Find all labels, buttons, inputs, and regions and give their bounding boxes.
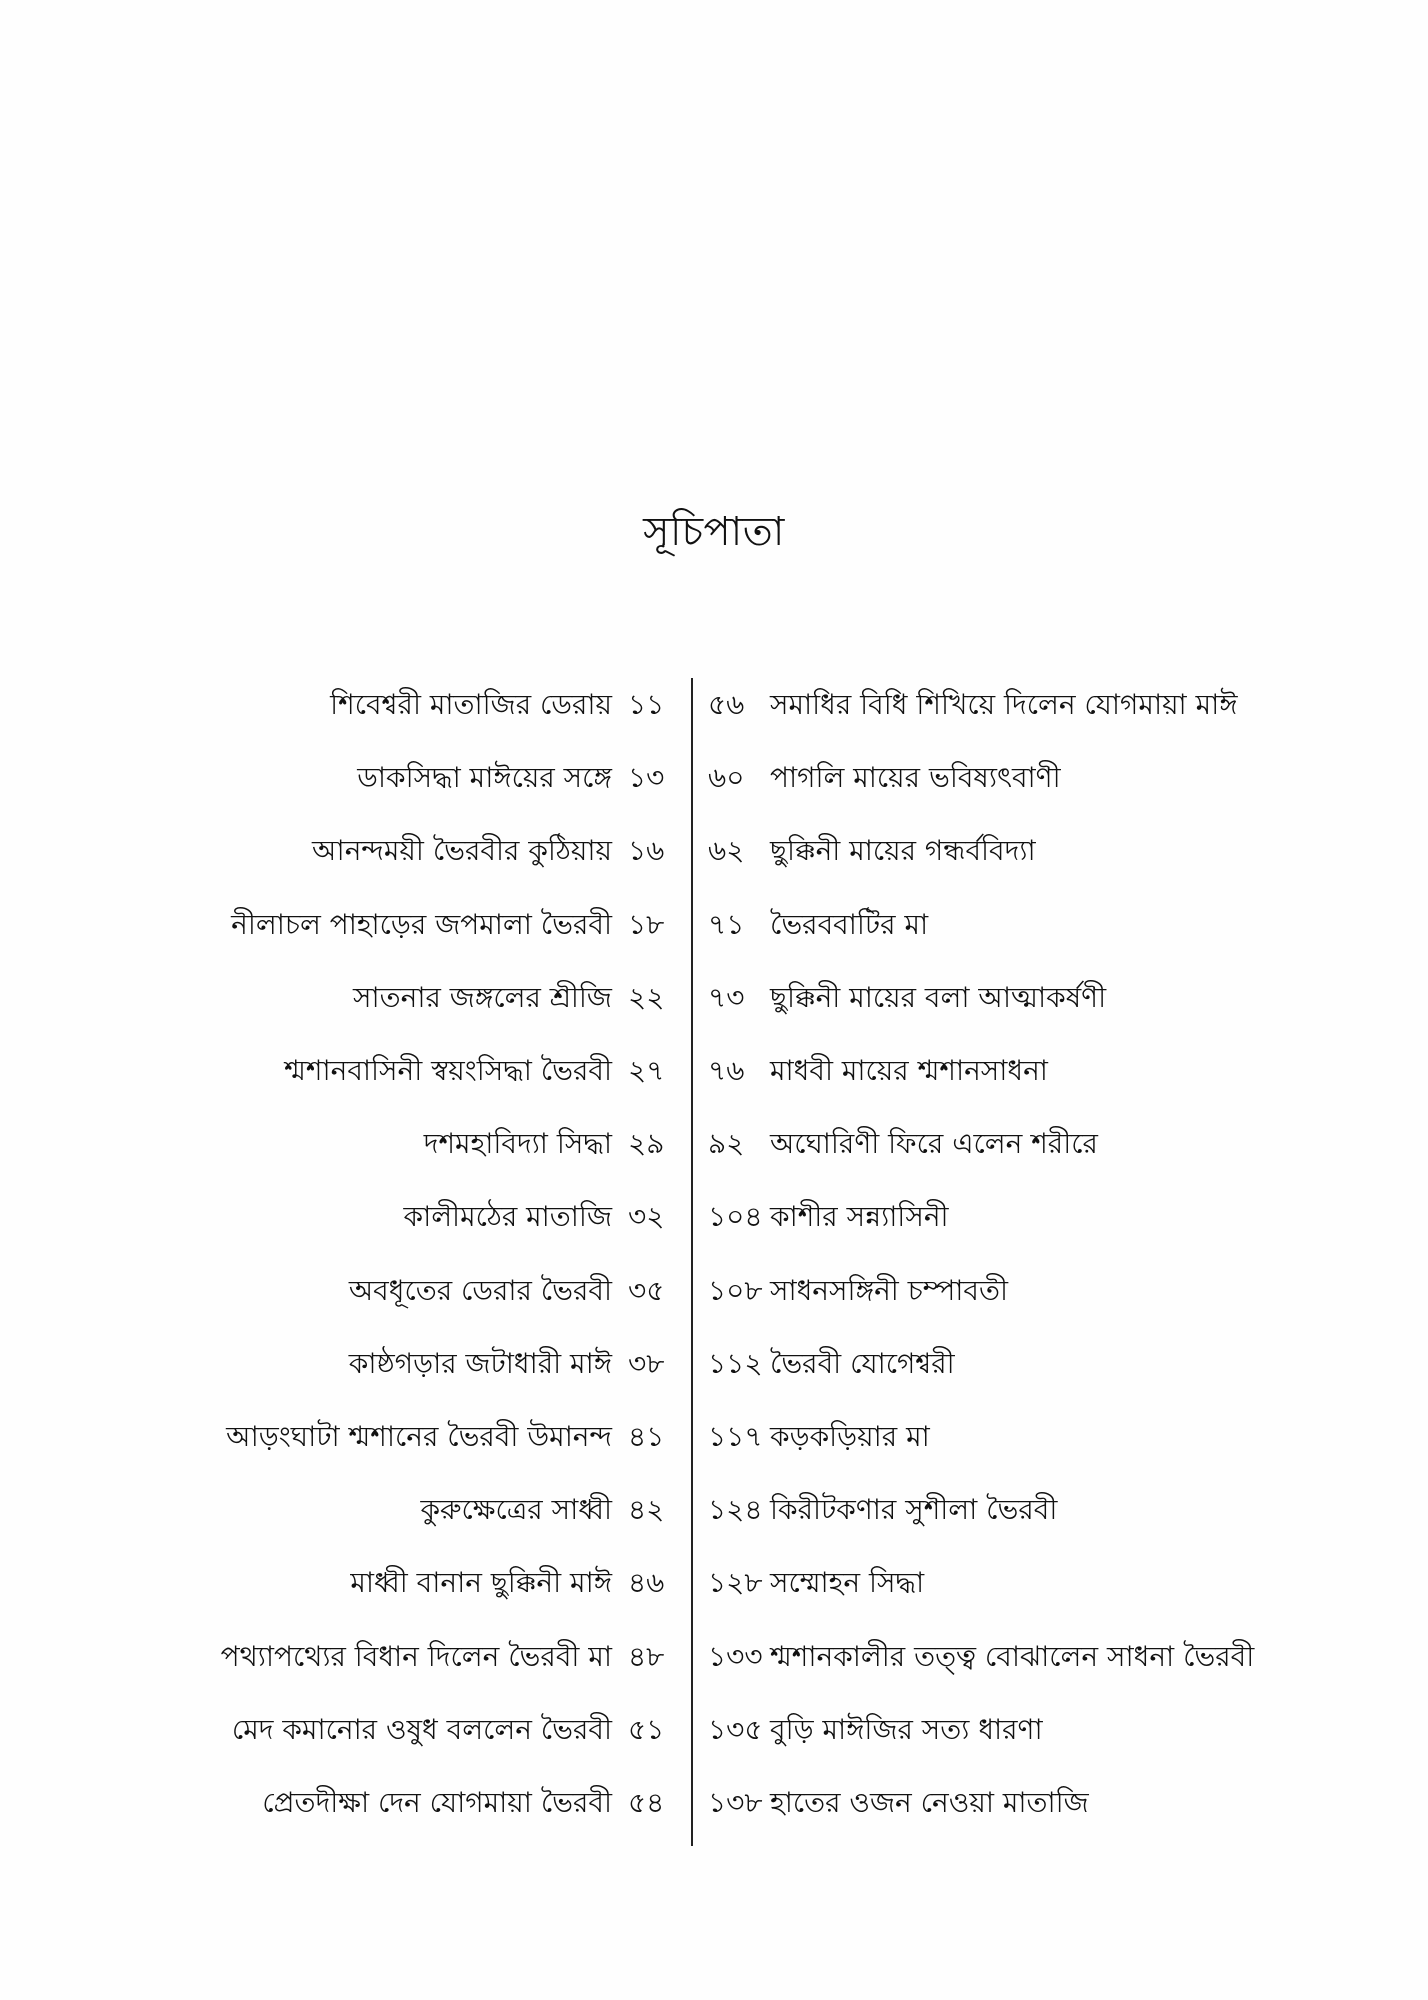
toc-entry-title: সম্মোহন সিদ্ধা	[770, 1566, 925, 1600]
toc-entry-page-number: ২২	[628, 980, 665, 1014]
toc-entry-title: সমাধির বিধি শিখিয়ে দিলেন যোগমায়া মাঈ	[770, 688, 1238, 721]
toc-entry-page-number: ৩২	[628, 1200, 665, 1234]
toc-entry-page-number: ৪১	[628, 1420, 665, 1453]
toc-entry-page-number: ৭৬	[708, 1054, 745, 1087]
page-title: সূচিপাতা	[643, 509, 785, 555]
toc-entry-title: ছুক্কিনী মায়ের বলা আত্মাকর্ষণী	[770, 980, 1107, 1014]
toc-row	[0, 1407, 1428, 1467]
toc-row	[0, 1553, 1428, 1613]
toc-entry-title: অবধূতের ডেরার ভৈরবী	[348, 1273, 612, 1307]
toc-row	[0, 1041, 1428, 1101]
toc-entry-title: সাতনার জঙ্গলের শ্রীজি	[353, 980, 612, 1014]
toc-entry-title: হাতের ওজন নেওয়া মাতাজি	[770, 1786, 1089, 1819]
toc-entry-title: কড়কড়িয়ার মা	[770, 1420, 930, 1453]
toc-entry-title: আড়ংঘাটা শ্মশানের ভৈরবী উমানন্দ	[226, 1420, 612, 1453]
toc-entry-title: কাশীর সন্ন্যাসিনী	[770, 1200, 949, 1234]
toc-entry-page-number: ১২৮	[708, 1566, 763, 1600]
toc-entry-page-number: ৬২	[708, 834, 745, 868]
toc-row	[0, 1261, 1428, 1321]
toc-row	[0, 1627, 1428, 1687]
toc-entry-title: দশমহাবিদ্যা সিদ্ধা	[423, 1127, 612, 1161]
toc-entry-title: মাধবী মায়ের শ্মশানসাধনা	[770, 1054, 1048, 1087]
toc-entry-page-number: ৭১	[708, 907, 745, 941]
toc-entry-page-number: ১৩	[628, 761, 665, 795]
toc-entry-page-number: ৫১	[628, 1712, 665, 1746]
toc-entry-title: সাধনসঙ্গিনী চম্পাবতী	[770, 1273, 1008, 1307]
toc-entry-page-number: ২৯	[628, 1127, 665, 1161]
toc-entry-page-number: ৫৬	[708, 688, 745, 721]
toc-entry-page-number: ৪৮	[628, 1639, 665, 1673]
toc-entry-title: প্রেতদীক্ষা দেন যোগমায়া ভৈরবী	[262, 1786, 612, 1819]
toc-entry-title: বুড়ি মাঈজির সত্য ধারণা	[770, 1712, 1043, 1746]
toc-entry-title: আনন্দময়ী ভৈরবীর কুঠিয়ায়	[312, 834, 612, 868]
toc-entry-title: মাধ্বী বানান ছুক্কিনী মাঈ	[350, 1566, 612, 1600]
toc-entry-page-number: ১৩৮	[708, 1786, 763, 1819]
toc-row	[0, 675, 1428, 735]
toc-entry-title: পথ্যাপথ্যের বিধান দিলেন ভৈরবী মা	[220, 1639, 612, 1673]
toc-row	[0, 1773, 1428, 1833]
toc-row	[0, 895, 1428, 955]
toc-entry-page-number: ১১৭	[708, 1420, 763, 1453]
toc-entry-page-number: ১০৮	[708, 1273, 763, 1307]
toc-entry-title: কুরুক্ষেত্রের সাধ্বী	[420, 1493, 612, 1527]
toc-entry-title: মেদ কমানোর ওষুধ বললেন ভৈরবী	[231, 1712, 612, 1746]
toc-row	[0, 748, 1428, 808]
toc-entry-title: কালীমঠের মাতাজি	[403, 1200, 612, 1234]
toc-entry-page-number: ২৭	[628, 1054, 665, 1087]
toc-entry-page-number: ১৮	[628, 907, 665, 941]
toc-entry-page-number: ৬০	[708, 761, 745, 795]
toc-entry-title: পাগলি মায়ের ভবিষ্যৎবাণী	[770, 761, 1061, 795]
toc-entry-page-number: ১৩৩	[708, 1639, 763, 1673]
toc-entry-title: ছুক্কিনী মায়ের গন্ধর্ববিদ্যা	[770, 834, 1036, 868]
toc-entry-title: অঘোরিণী ফিরে এলেন শরীরে	[770, 1127, 1098, 1161]
toc-entry-title: ডাকসিদ্ধা মাঈয়ের সঙ্গে	[357, 761, 612, 795]
toc-row	[0, 1480, 1428, 1540]
toc-row	[0, 1334, 1428, 1394]
toc-entry-page-number: ৩৮	[628, 1346, 665, 1380]
toc-entry-title: শ্মশানবাসিনী স্বয়ংসিদ্ধা ভৈরবী	[284, 1054, 612, 1087]
toc-entry-page-number: ৩৫	[628, 1273, 665, 1307]
toc-entry-page-number: ১৩৫	[708, 1712, 763, 1746]
toc-row	[0, 1114, 1428, 1174]
toc-entry-page-number: ৪২	[628, 1493, 665, 1527]
toc-entry-page-number: ১২৪	[708, 1493, 763, 1527]
toc-row	[0, 1187, 1428, 1247]
toc-row	[0, 968, 1428, 1028]
toc-entry-title: ভৈরববাটির মা	[770, 907, 929, 941]
toc-entry-title: কিরীটকণার সুশীলা ভৈরবী	[770, 1493, 1058, 1527]
toc-entry-page-number: ৯২	[708, 1127, 745, 1161]
toc-row	[0, 1700, 1428, 1760]
toc-entry-page-number: ১১	[628, 688, 665, 721]
toc-entry-title: নীলাচল পাহাড়ের জপমালা ভৈরবী	[231, 907, 612, 941]
toc-row	[0, 821, 1428, 881]
toc-entry-page-number: ১১২	[708, 1346, 763, 1380]
toc-entry-page-number: ৫৪	[628, 1786, 665, 1819]
toc-entry-title: কাষ্ঠগড়ার জটাধারী মাঈ	[348, 1346, 612, 1380]
toc-entry-page-number: ৪৬	[628, 1566, 665, 1600]
toc-entry-title: শিবেশ্বরী মাতাজির ডেরায়	[330, 688, 612, 721]
toc-entry-page-number: ৭৩	[708, 980, 745, 1014]
toc-entry-title: শ্মশানকালীর তত্ত্ব বোঝালেন সাধনা ভৈরবী	[770, 1639, 1255, 1673]
toc-entry-page-number: ১৬	[628, 834, 665, 868]
toc-entry-title: ভৈরবী যোগেশ্বরী	[770, 1346, 955, 1380]
toc-entry-page-number: ১০৪	[708, 1200, 763, 1234]
